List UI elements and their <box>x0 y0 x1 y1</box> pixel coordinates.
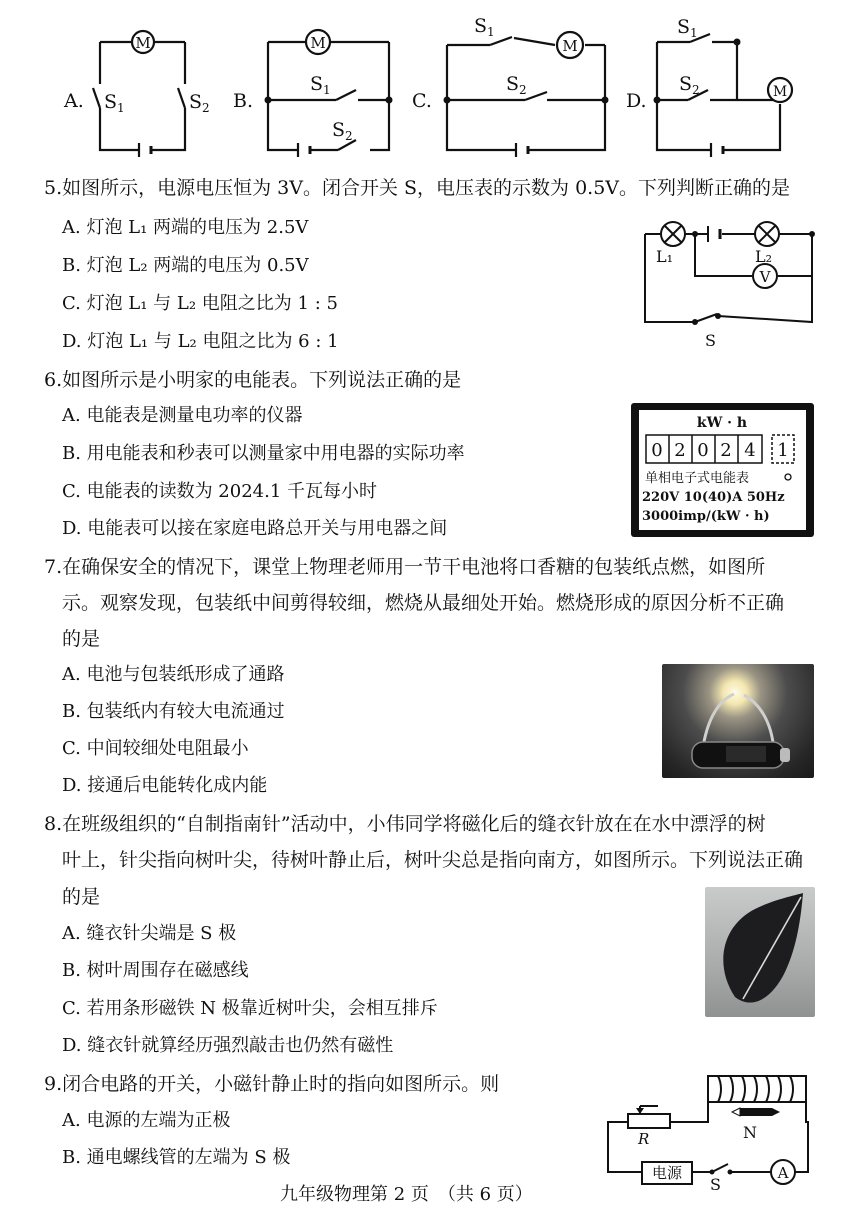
question-8-stem-line-2: 叶上，针尖指向树叶尖，待树叶静止后，树叶尖总是指向南方，如图所示。下列说法正确 <box>62 849 804 871</box>
question-9-stem: 9.闭合电路的开关，小磁针静止时的指向如图所示。则 <box>44 1073 500 1095</box>
top-circuit-options <box>0 0 860 170</box>
svg-text:L₂: L₂ <box>755 247 773 266</box>
question-9-option-b: B. 通电螺线管的左端为 S 极 <box>62 1147 291 1168</box>
svg-text:1: 1 <box>777 440 789 461</box>
question-8-option-c: C. 若用条形磁铁 N 极靠近树叶尖，会相互排斥 <box>62 998 438 1019</box>
svg-text:S: S <box>705 331 716 350</box>
question-8-stem-line-3: 的是 <box>62 886 101 908</box>
question-7-stem-line-1: 7.在确保安全的情况下，课堂上物理老师用一节干电池将口香糖的包装纸点燃，如图所 <box>44 556 766 578</box>
question-6-option-a: A. 电能表是测量电功率的仪器 <box>62 405 303 426</box>
svg-text:S2: $S_2$ <box>189 91 210 115</box>
option-a-letter: A. <box>64 90 84 112</box>
question-7-option-b: B. 包装纸内有较大电流通过 <box>62 701 285 722</box>
svg-text:单相电子式电能表: 单相电子式电能表 <box>645 471 750 486</box>
svg-text:S1: $S_1$ <box>474 15 495 39</box>
question-5-option-d: D. 灯泡 L₁ 与 L₂ 电阻之比为 6 : 1 <box>62 331 339 352</box>
svg-text:3000imp/(kW · h): 3000imp/(kW · h) <box>642 509 770 524</box>
question-5-option-a: A. 灯泡 L₁ 两端的电压为 2.5V <box>62 217 309 238</box>
svg-text:M: M <box>310 34 326 52</box>
svg-text:V: V <box>759 268 771 286</box>
question-8-option-d: D. 缝衣针就算经历强烈敲击也仍然有磁性 <box>62 1035 394 1056</box>
svg-text:0: 0 <box>651 440 663 461</box>
svg-text:R: R <box>638 1130 650 1148</box>
question-7-stem-line-2: 示。观察发现，包装纸中间剪得较细，燃烧从最细处开始。燃烧形成的原因分析不正确 <box>62 592 785 614</box>
svg-text:2: 2 <box>720 440 732 461</box>
svg-text:0: 0 <box>697 440 709 461</box>
svg-text:M: M <box>772 84 788 100</box>
question-6-option-b: B. 用电能表和秒表可以测量家中用电器的实际功率 <box>62 443 465 464</box>
question-7-option-a: A. 电池与包装纸形成了通路 <box>62 664 285 685</box>
question-8-leaf-compass-photo <box>705 887 815 1017</box>
svg-text:C.: C. <box>412 90 432 112</box>
svg-text:S1: $S_1$ <box>677 16 698 40</box>
svg-text:kW · h: kW · h <box>696 415 748 431</box>
question-7-battery-photo <box>662 664 814 778</box>
question-5-stem: 5.如图所示，电源电压恒为 3V。闭合开关 S，电压表的示数为 0.5V。下列判断正确的是 <box>44 177 791 199</box>
svg-text:S1: $S_1$ <box>104 91 125 115</box>
svg-text:S2: $S_2$ <box>332 119 353 143</box>
svg-text:N: N <box>743 1123 757 1142</box>
svg-text:2: 2 <box>674 440 686 461</box>
svg-text:A: A <box>777 1164 789 1182</box>
svg-text:220V 10(40)A 50Hz: 220V 10(40)A 50Hz <box>642 490 785 505</box>
svg-text:电源: 电源 <box>651 1164 683 1182</box>
svg-text:S1: $S_1$ <box>310 73 331 97</box>
question-7-option-d: D. 接通后电能转化成内能 <box>62 775 268 796</box>
question-8-stem-line-1: 8.在班级组织的“自制指南针”活动中，小伟同学将磁化后的缝衣针放在在水中漂浮的树 <box>44 813 766 835</box>
question-6-option-d: D. 电能表可以接在家庭电路总开关与用电器之间 <box>62 518 448 539</box>
page-footer: 九年级物理第 2 页 （共 6 页） <box>280 1184 533 1205</box>
svg-text:S: S <box>710 1175 721 1192</box>
question-8-option-b: B. 树叶周围存在磁感线 <box>62 960 249 981</box>
svg-text:M: M <box>562 37 578 55</box>
svg-text:D.: D. <box>626 90 647 112</box>
svg-text:S2: $S_2$ <box>506 73 527 97</box>
question-6-stem: 6.如图所示是小明家的电能表。下列说法正确的是 <box>44 369 462 391</box>
question-6-option-c: C. 电能表的读数为 2024.1 千瓦每小时 <box>62 481 377 502</box>
question-9-solenoid-circuit-figure <box>600 1072 815 1192</box>
question-7-stem-line-3: 的是 <box>62 628 101 650</box>
question-5-option-c: C. 灯泡 L₁ 与 L₂ 电阻之比为 1 : 5 <box>62 293 338 314</box>
svg-text:S2: $S_2$ <box>679 73 700 97</box>
svg-text:B.: B. <box>233 90 254 112</box>
svg-text:M: M <box>135 34 151 52</box>
svg-text:L₁: L₁ <box>656 247 674 266</box>
question-9-option-a: A. 电源的左端为正极 <box>62 1110 231 1131</box>
question-7-option-c: C. 中间较细处电阻最小 <box>62 738 249 759</box>
question-5-circuit-figure <box>630 212 830 352</box>
question-5-option-b: B. 灯泡 L₂ 两端的电压为 0.5V <box>62 255 309 276</box>
circuit-option-d <box>657 34 792 157</box>
question-8-option-a: A. 缝衣针尖端是 S 极 <box>62 923 237 944</box>
question-6-energy-meter-figure <box>630 402 815 538</box>
svg-text:4: 4 <box>744 440 756 461</box>
